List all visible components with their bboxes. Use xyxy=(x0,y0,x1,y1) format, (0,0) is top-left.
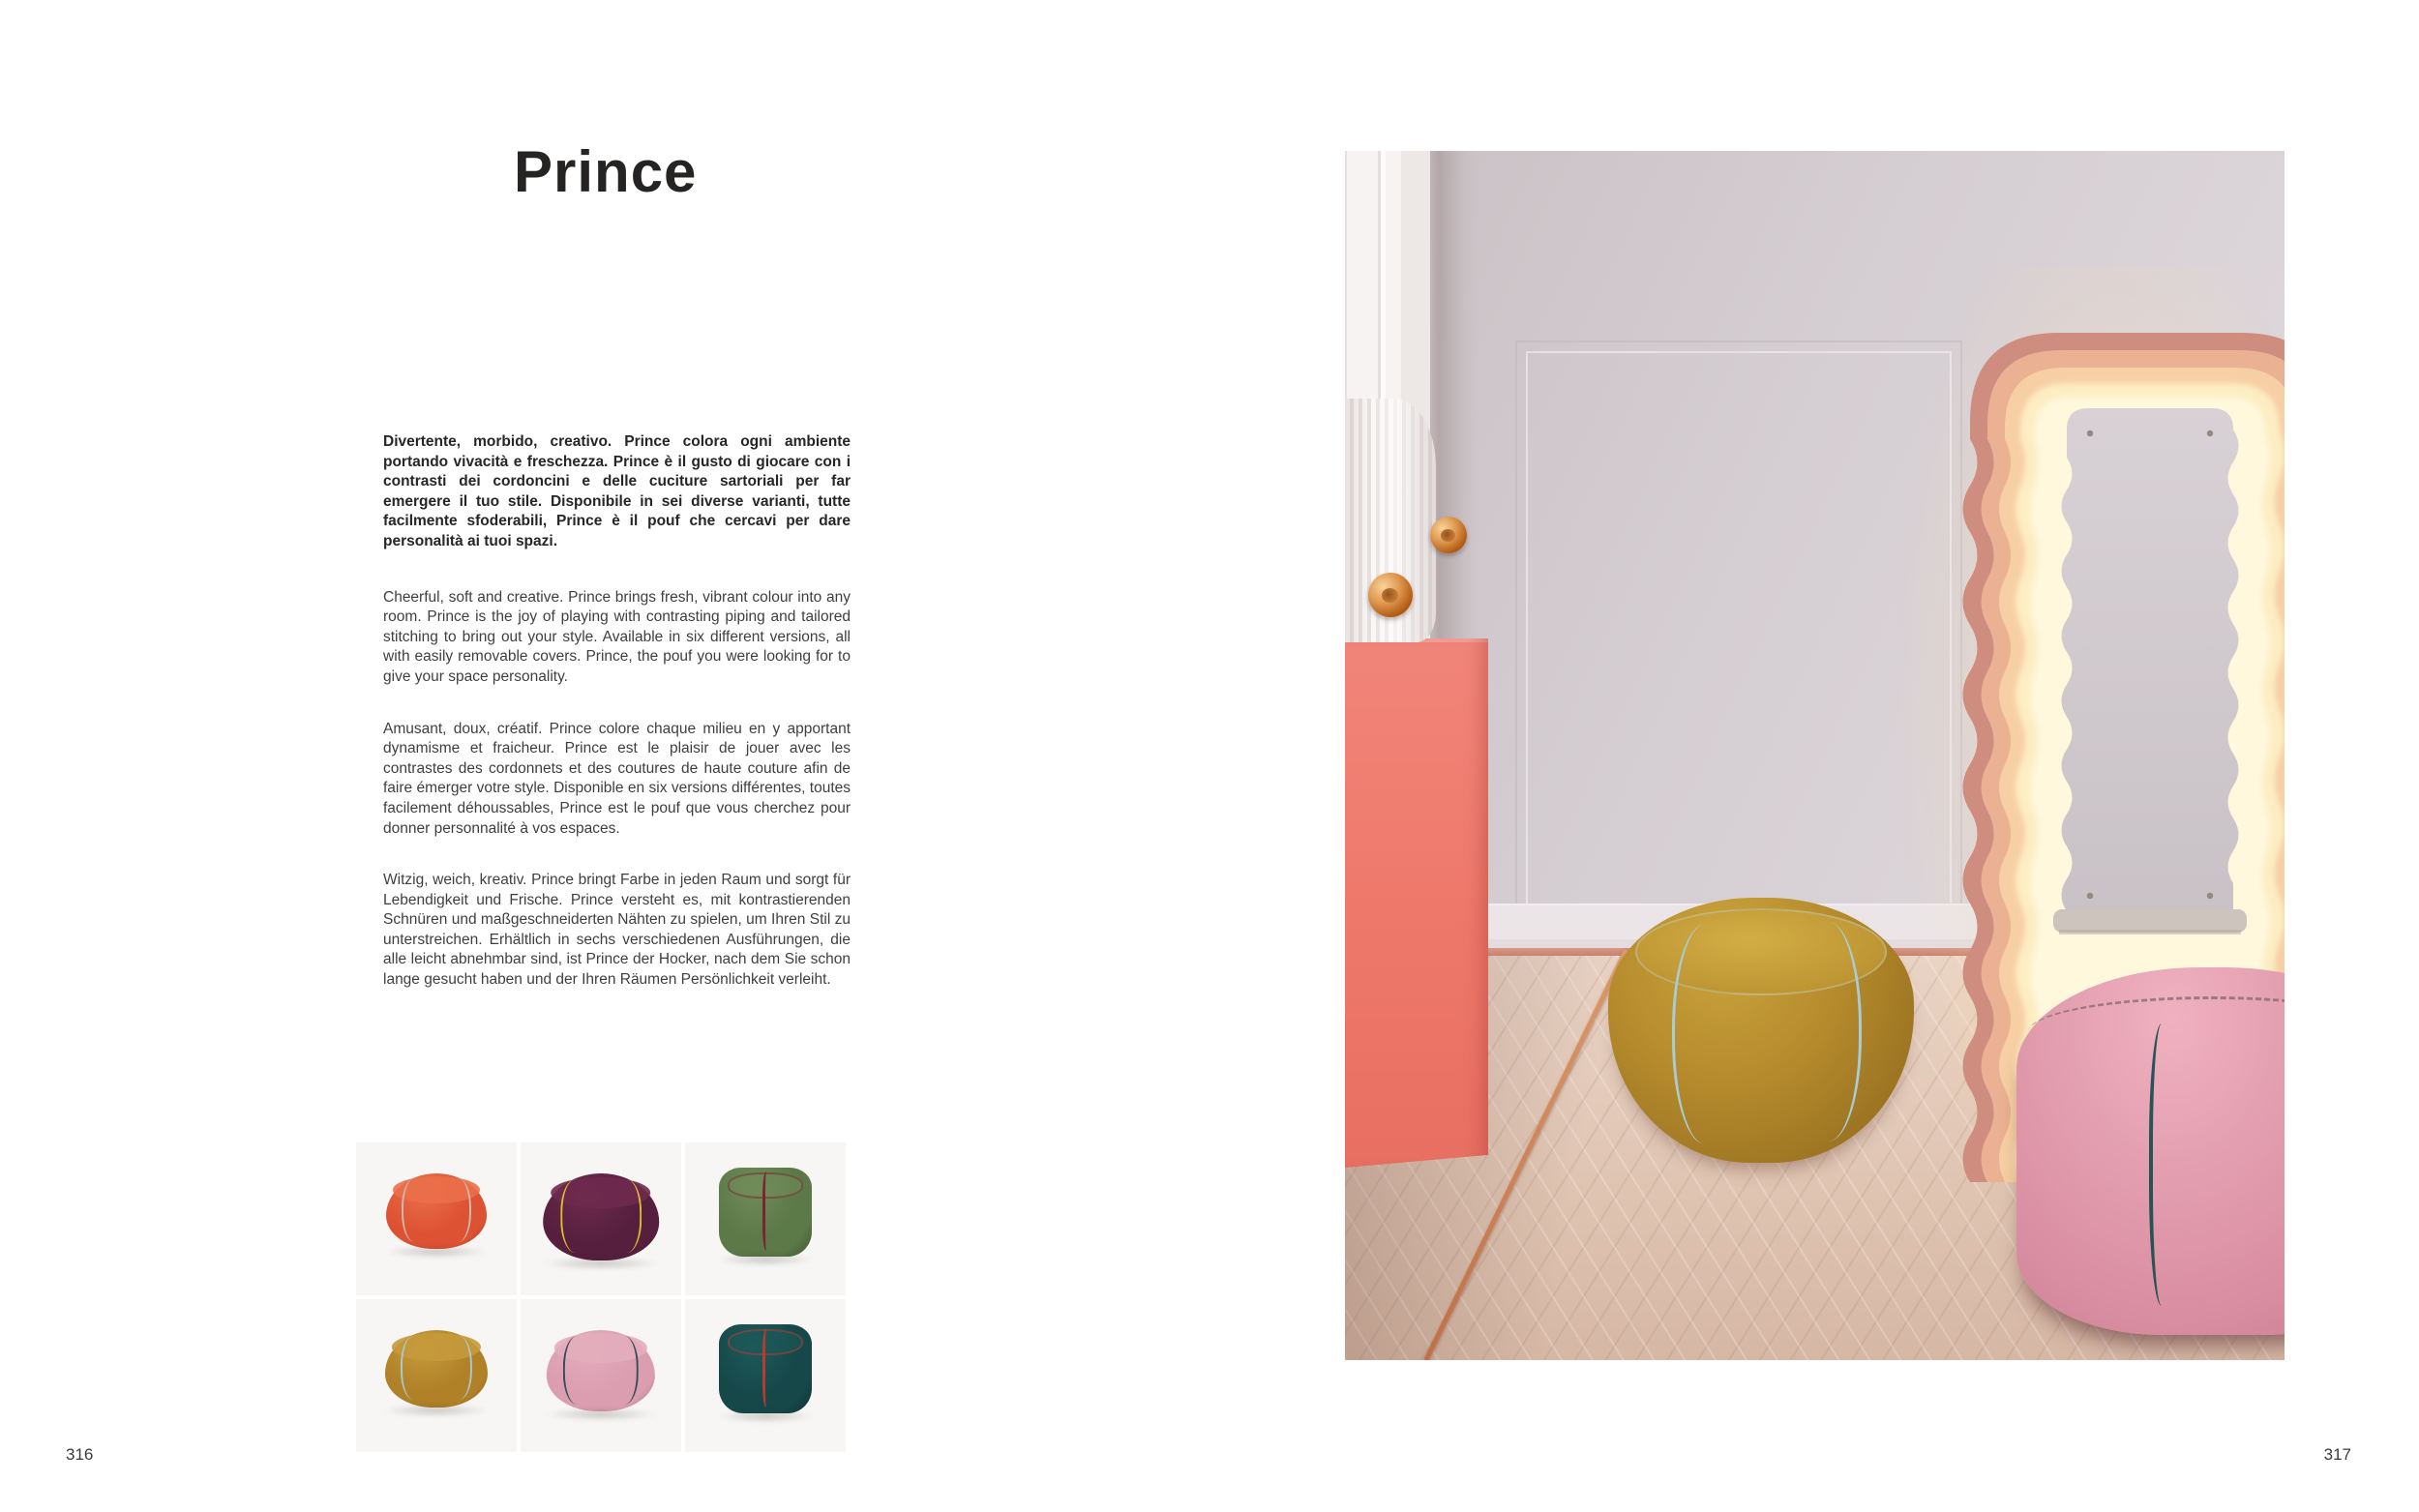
page-title: Prince xyxy=(514,139,698,204)
paragraph-french: Amusant, doux, créatif. Prince colore chaque milieu en y apportant dynamisme et fraicheur. Prince est le plaisir de jouer avec les contrastes des cordonnets et des coutures de haute couture afin de faire émerger votre style. Disponible en six versions différentes, toutes facilement déhoussables, Prince est le pouf que vous cherchez pour donner personnalité à vos espaces. xyxy=(383,720,851,837)
description-column xyxy=(383,432,851,1023)
paragraph-italian: Divertente, morbido, creativo. Prince colora ogni ambiente portando vivacità e freschezza. Prince è il gusto di giocare con i contrasti dei cordoncini e delle cuciture sartoriali per far emergere il tuo stile. Disponibile in sei diverse varianti, tutte facilmente sfoderabili, Prince è il pouf che cercavi per dare personalità ai tuoi spazi. xyxy=(383,433,851,549)
piping-seam xyxy=(2149,1023,2174,1306)
page-number-left: 316 xyxy=(66,1445,94,1464)
orange-round-pouf xyxy=(356,1142,517,1295)
pink-round-pouf xyxy=(521,1299,681,1452)
mustard-pouf xyxy=(1608,898,1914,1163)
mustard-round-pouf xyxy=(356,1299,517,1452)
purple-round-pouf xyxy=(521,1142,681,1295)
teal-cube-pouf xyxy=(685,1299,846,1452)
paragraph-english: Cheerful, soft and creative. Prince brings fresh, vibrant colour into any room. Prince is the joy of playing with contrasting piping and tailored stitching to bring out your style. Available in six different versions, all with easily removable covers. Prince, the pouf you were looking for to give your space personality. xyxy=(383,588,851,685)
paragraph-german: Witzig, weich, kreativ. Prince bringt Farbe in jeden Raum und sorgt für Lebendigkeit und Frische. Prince versteht es, mit kontrastierenden Schnüren und maßgeschneiderten Nähten zu spielen, um Ihren Stil zu unterstreichen. Erhältlich in sechs verschiedenen Ausführungen, die alle leicht abnehmbar sind, ist Prince der Hocker, nach dem Sie schon lange gesucht haben und der Ihren Räumen Persönlichkeit verleiht. xyxy=(383,872,851,989)
copper-ornament xyxy=(1368,573,1413,617)
green-cube-pouf xyxy=(685,1142,846,1295)
lifestyle-photo xyxy=(1345,151,2285,1360)
coral-pedestal xyxy=(1345,638,1488,1168)
pink-pouf xyxy=(2016,967,2285,1335)
product-grid xyxy=(356,1142,846,1452)
piping-seam xyxy=(1672,924,1740,1143)
piping-seam xyxy=(1795,922,1863,1141)
page-number-right: 317 xyxy=(2323,1445,2351,1464)
copper-ornament xyxy=(1430,517,1467,553)
